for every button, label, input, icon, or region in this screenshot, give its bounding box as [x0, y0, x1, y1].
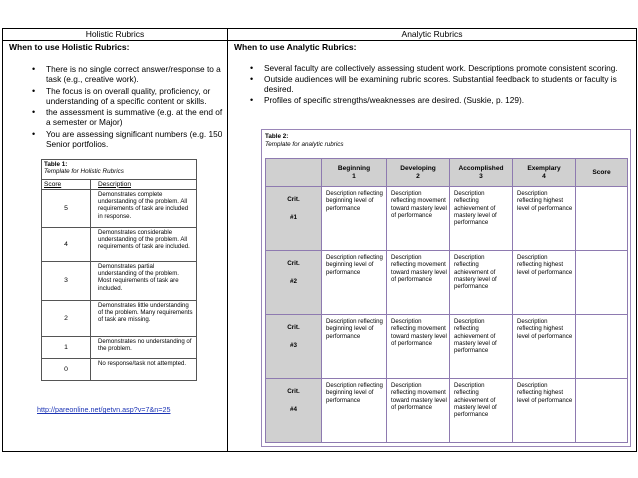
- table-row: [266, 379, 628, 443]
- table-row: [42, 359, 196, 380]
- analytic-grid: [265, 158, 628, 443]
- description-cell: Demonstrates considerable understanding of the problem. All requirements of task are included.: [98, 228, 190, 251]
- description-cell: Demonstrates partial understanding of the problem. Most requirements of task are included.: [98, 262, 179, 292]
- description-cell: Description reflecting movement toward mastery level of performance: [387, 379, 450, 443]
- list-item: • The focus is on overall quality, proficiency, or understanding of a specific content or skills.: [46, 86, 224, 106]
- score-cell: 0: [42, 359, 91, 380]
- analytic-heading: When to use Analytic Rubrics:: [234, 42, 357, 52]
- table-caption-title: Table 2:: [265, 133, 289, 140]
- rubrics-document: [2, 28, 637, 452]
- holistic-bullet-list: [46, 64, 224, 150]
- table-row: [266, 251, 628, 315]
- list-item: • Profiles of specific strengths/weaknesses are desired. (Suskie, p. 129).: [264, 95, 632, 105]
- list-item: • You are assessing significant numbers (e.g. 150 Senior portfolios.: [46, 129, 224, 149]
- analytic-column: [228, 29, 636, 451]
- holistic-rubric-table: [41, 159, 197, 381]
- list-item: • the assessment is summative (e.g. at the end of a semester or Major): [46, 107, 224, 127]
- description-cell: Description reflecting achievement of mastery level of performance: [450, 251, 513, 315]
- corner-header-cell: [266, 159, 322, 187]
- holistic-heading: When to use Holistic Rubrics:: [9, 42, 130, 52]
- table-row: [266, 315, 628, 379]
- table-row: [266, 187, 628, 251]
- table-row: [42, 337, 196, 359]
- table-caption-title: Table 1:: [44, 161, 68, 168]
- description-cell: Description reflecting highest level of performance: [513, 251, 576, 315]
- score-cell: [576, 315, 628, 379]
- holistic-column: [3, 29, 228, 451]
- description-cell: Description reflecting achievement of mastery level of performance: [450, 315, 513, 379]
- description-cell: Description reflecting beginning level of performance: [322, 379, 387, 443]
- description-cell: Demonstrates complete understanding of the problem. All requirements of task are included in response.: [98, 190, 189, 220]
- score-cell: [576, 379, 628, 443]
- table-row: [42, 301, 196, 337]
- score-cell: 3: [42, 262, 91, 300]
- level-header-developing: Developing 2: [387, 159, 450, 187]
- criterion-cell: Crit. #4: [266, 379, 322, 443]
- score-cell: 4: [42, 228, 91, 261]
- description-cell: Description reflecting beginning level of performance: [322, 187, 387, 251]
- list-item: • Outside audiences will be examining rubric scores. Substantial feedback to students or faculty is desired.: [264, 74, 632, 94]
- analytic-column-title: Analytic Rubrics: [228, 29, 636, 41]
- description-cell: Description reflecting beginning level of performance: [322, 315, 387, 379]
- table-header-row: [266, 159, 628, 187]
- list-item: • Several faculty are collectively assessing student work. Descriptions promote consistent scoring.: [264, 63, 632, 73]
- level-header-accomplished: Accomplished 3: [450, 159, 513, 187]
- score-cell: [576, 251, 628, 315]
- table-row: [42, 262, 196, 301]
- score-cell: 2: [42, 301, 91, 336]
- criterion-cell: Crit. #3: [266, 315, 322, 379]
- description-cell: Description reflecting movement toward mastery level of performance: [387, 251, 450, 315]
- score-cell: 5: [42, 190, 91, 227]
- description-cell: Description reflecting movement toward mastery level of performance: [387, 187, 450, 251]
- description-cell: Description reflecting highest level of performance: [513, 187, 576, 251]
- score-cell: 1: [42, 337, 91, 358]
- criterion-cell: Crit. #1: [266, 187, 322, 251]
- table-header-row: [42, 180, 196, 190]
- description-cell: Demonstrates no understanding of the problem.: [98, 337, 192, 353]
- description-cell: Description reflecting achievement of mastery level of performance: [450, 379, 513, 443]
- level-header-exemplary: Exemplary 4: [513, 159, 576, 187]
- table-row: [42, 190, 196, 228]
- score-header: Score: [576, 159, 628, 187]
- description-cell: Description reflecting movement toward mastery level of performance: [387, 315, 450, 379]
- analytic-rubric-table: [261, 129, 631, 447]
- description-cell: Description reflecting highest level of performance: [513, 315, 576, 379]
- description-cell: Description reflecting highest level of performance: [513, 379, 576, 443]
- criterion-cell: Crit. #2: [266, 251, 322, 315]
- score-cell: [576, 187, 628, 251]
- score-column-header: Score: [44, 180, 62, 188]
- description-cell: Description reflecting beginning level of performance: [322, 251, 387, 315]
- table-row: [42, 228, 196, 262]
- table-caption-subtitle: Template for Holistic Rubrics: [44, 168, 124, 176]
- description-cell: Description reflecting achievement of mastery level of performance: [450, 187, 513, 251]
- analytic-bullet-list: [264, 63, 632, 106]
- description-column-header: Description: [98, 180, 131, 188]
- level-header-beginning: Beginning 1: [322, 159, 387, 187]
- reference-link[interactable]: http://pareonline.net/getvn.asp?v=7&n=25: [37, 405, 171, 414]
- description-cell: Demonstrates little understanding of the problem. Many requirements of task are missing.: [98, 301, 193, 324]
- table-caption: [265, 133, 344, 148]
- description-cell: No response/task not attempted.: [98, 359, 187, 367]
- holistic-column-title: Holistic Rubrics: [3, 29, 227, 41]
- table-caption-subtitle: Template for analytic rubrics: [265, 140, 344, 148]
- table-caption: [42, 160, 196, 180]
- list-item: • There is no single correct answer/response to a task (e.g., creative work).: [46, 64, 224, 84]
